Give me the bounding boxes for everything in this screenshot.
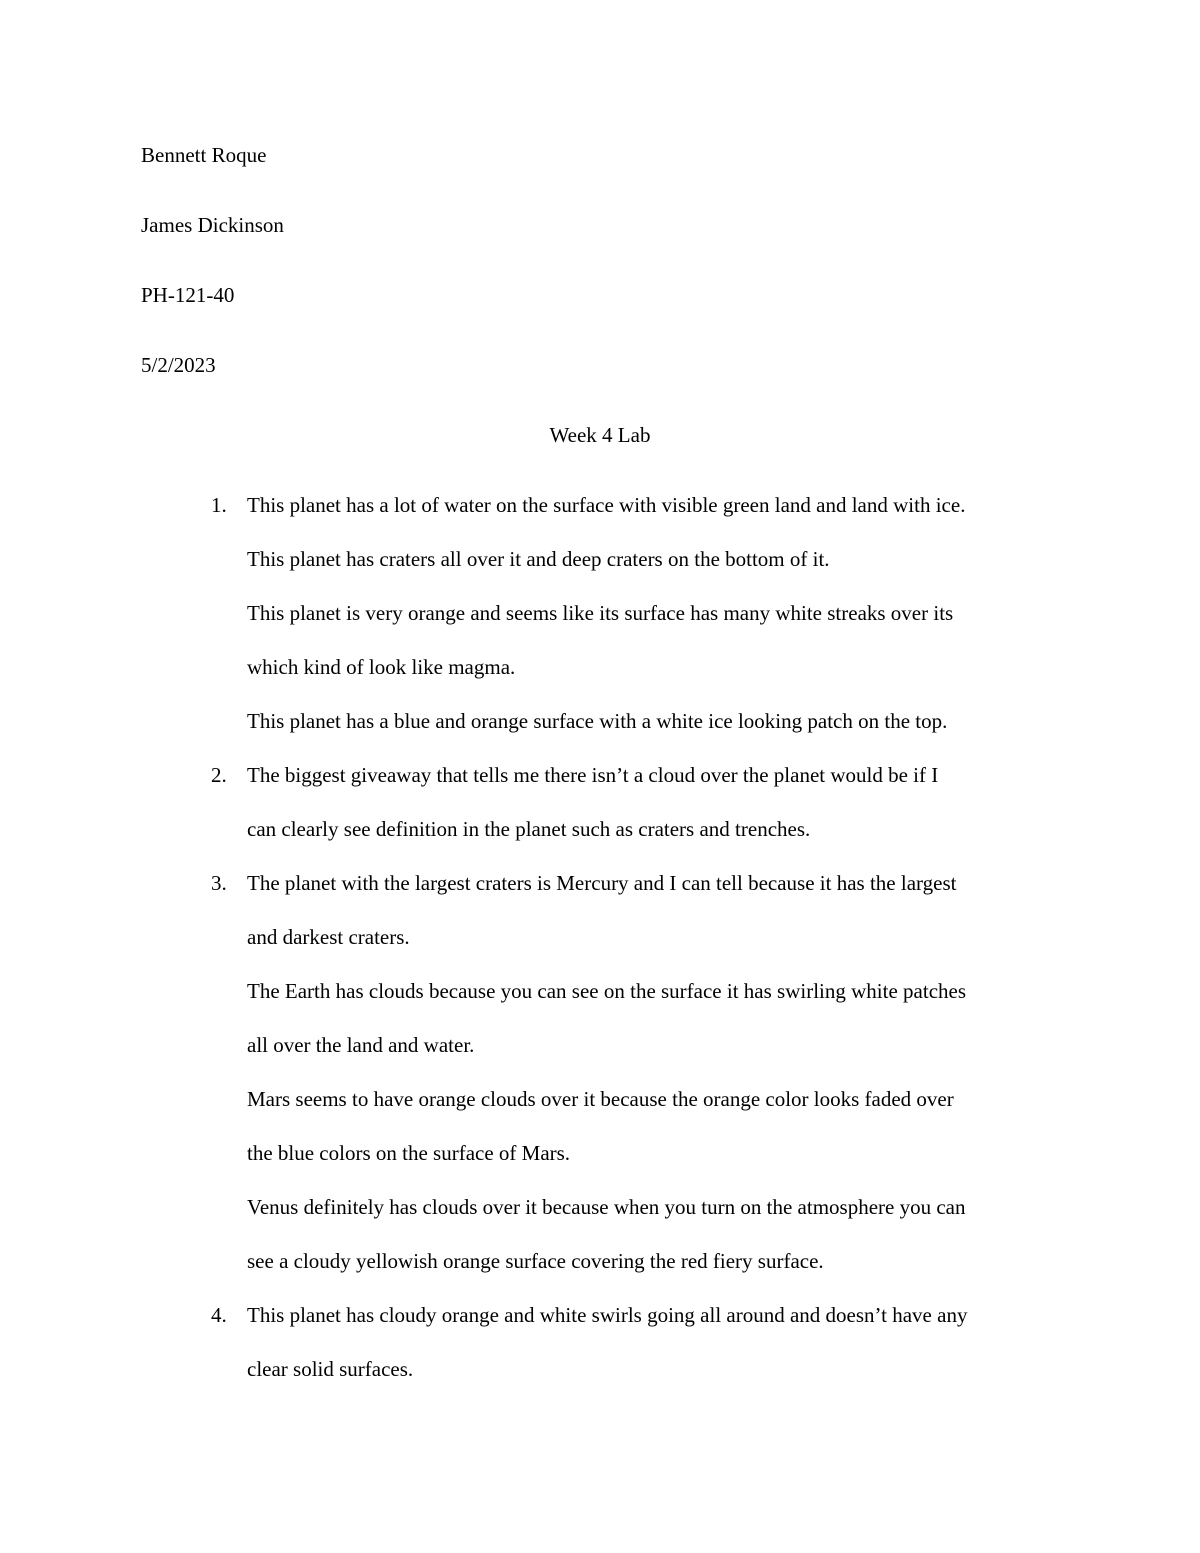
- answer-line: The Earth has clouds because you can see on the surface it has swirling white patches: [247, 979, 967, 1003]
- answer-line: Venus definitely has clouds over it because when you turn on the atmosphere you can: [247, 1195, 966, 1219]
- answer-item-2: [200, 748, 1080, 856]
- answer-number: 3.: [211, 871, 227, 895]
- answer-line: This planet has a blue and orange surface with a white ice looking patch on the top.: [247, 709, 948, 733]
- answer-line: which kind of look like magma.: [247, 655, 516, 679]
- answers-list: [200, 478, 1080, 1396]
- document-date: 5/2/2023: [141, 353, 216, 377]
- answer-line: This planet is very orange and seems like its surface has many white streaks over its: [247, 601, 954, 625]
- answer-line: can clearly see definition in the planet such as craters and trenches.: [247, 817, 811, 841]
- answer-line: This planet has a lot of water on the surface with visible green land and land with ice.: [247, 493, 966, 517]
- answer-number: 2.: [211, 763, 227, 787]
- student-name: Bennett Roque: [141, 143, 267, 167]
- course-code: PH-121-40: [141, 283, 235, 307]
- answer-line: The planet with the largest craters is Mercury and I can tell because it has the largest: [247, 871, 957, 895]
- answer-item-4: [200, 1288, 1080, 1396]
- answer-line: This planet has craters all over it and deep craters on the bottom of it.: [247, 547, 830, 571]
- answer-item-1: [200, 478, 1080, 748]
- answer-line: Mars seems to have orange clouds over it because the orange color looks faded over: [247, 1087, 954, 1111]
- answer-line: the blue colors on the surface of Mars.: [247, 1141, 571, 1165]
- answer-line: clear solid surfaces.: [247, 1357, 414, 1381]
- instructor-name: James Dickinson: [141, 213, 284, 237]
- answer-line: and darkest craters.: [247, 925, 410, 949]
- answer-number: 1.: [211, 493, 227, 517]
- document-header: [141, 128, 1061, 408]
- answer-number: 4.: [211, 1303, 227, 1327]
- document-title: Week 4 Lab: [549, 423, 651, 447]
- answer-line: all over the land and water.: [247, 1033, 475, 1057]
- answer-line: The biggest giveaway that tells me there isn’t a cloud over the planet would be if I: [247, 763, 939, 787]
- answer-item-3: [200, 856, 1080, 1288]
- answer-line: see a cloudy yellowish orange surface covering the red fiery surface.: [247, 1249, 824, 1273]
- answer-line: This planet has cloudy orange and white swirls going all around and doesn’t have any: [247, 1303, 968, 1327]
